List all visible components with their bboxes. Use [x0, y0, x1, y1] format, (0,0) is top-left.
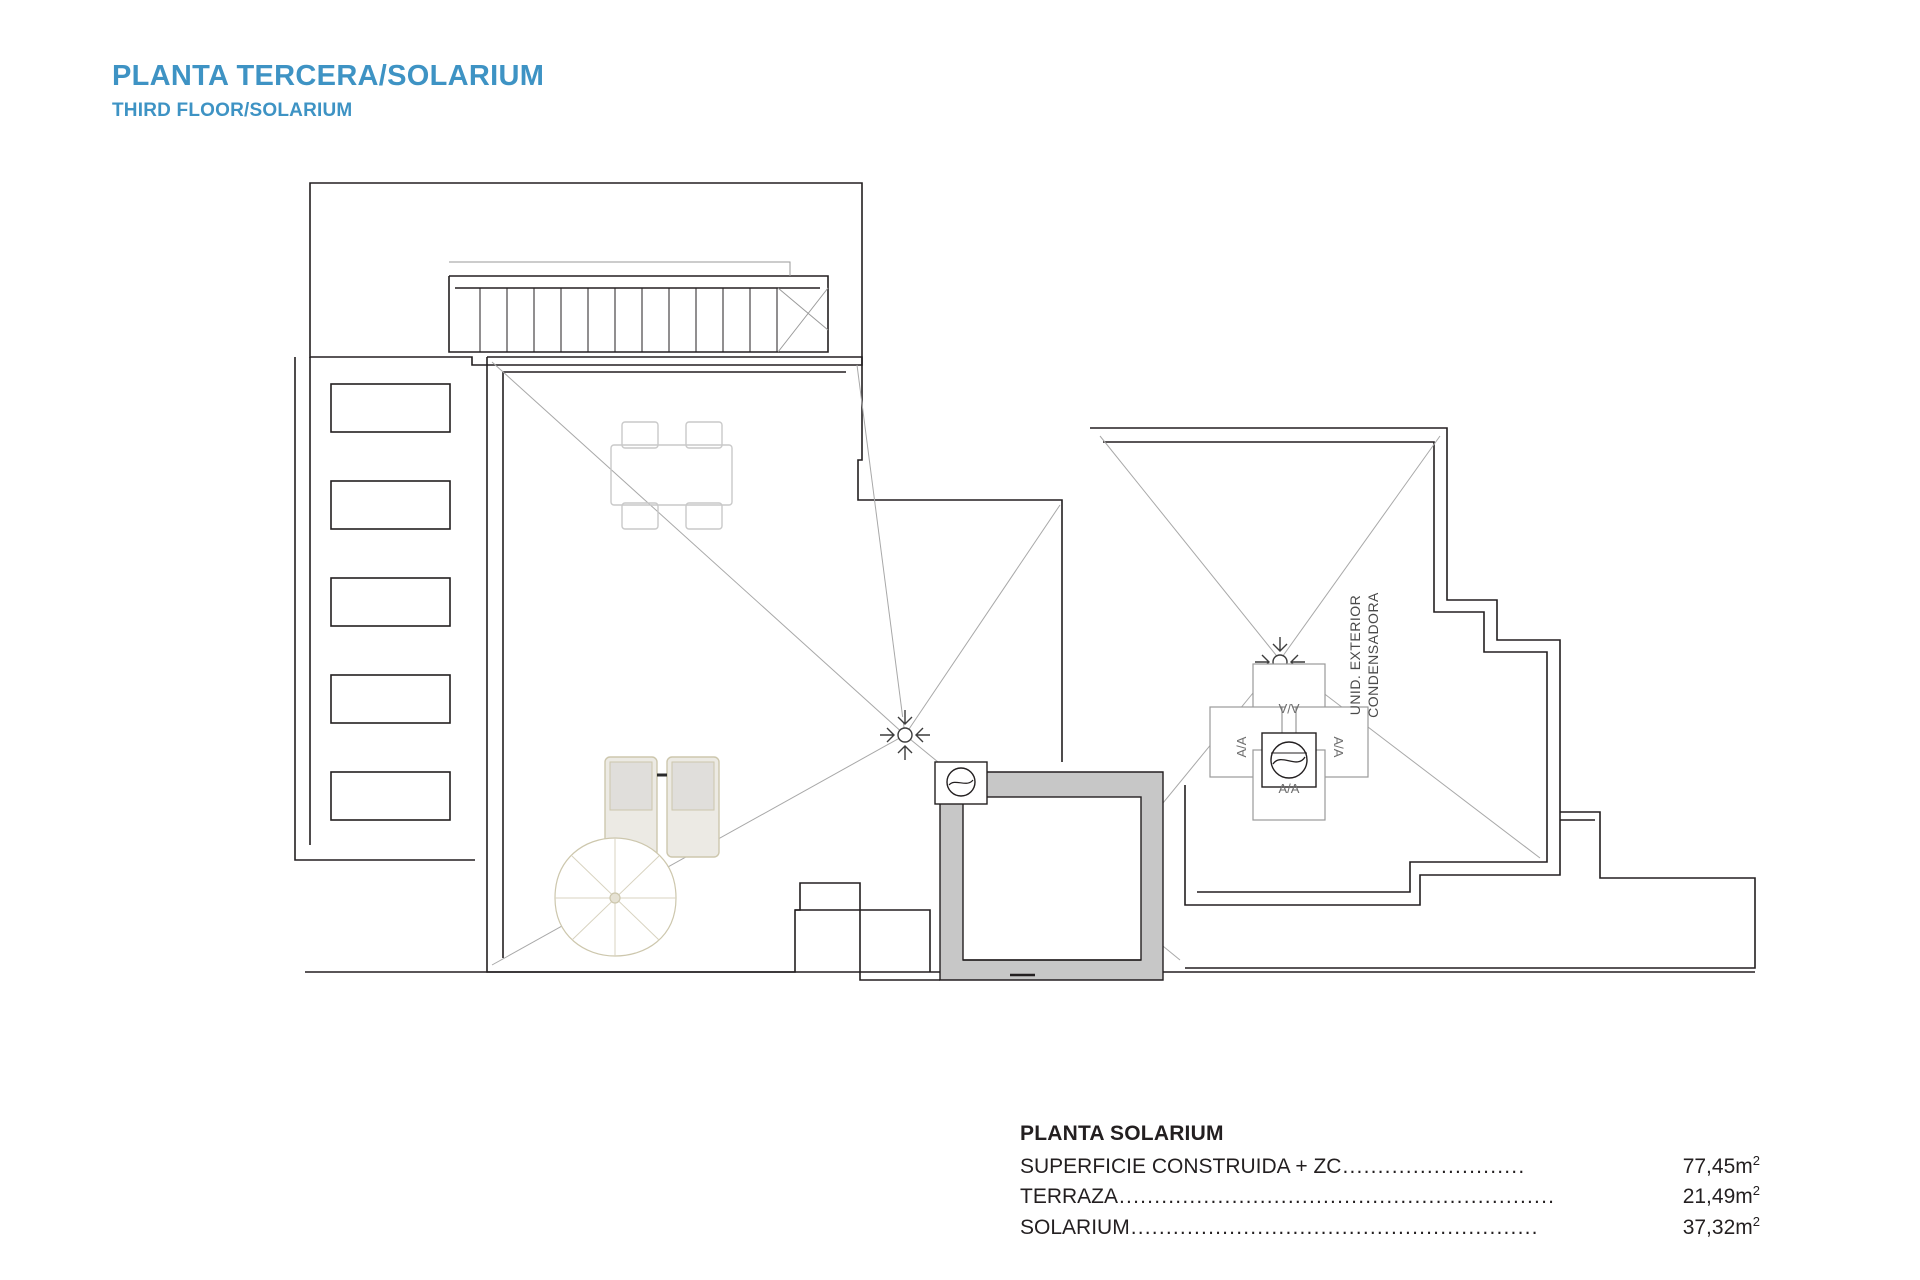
ac-unit-label-bottom: A/A — [1278, 781, 1300, 796]
area-row-terrace — [1020, 1182, 1760, 1212]
ac-unit-label-top: A/A — [1278, 701, 1300, 716]
outdoor-unit-label-line2: CONDENSADORA — [1365, 592, 1381, 718]
area-row-terrace-unit: 2 — [1752, 1183, 1760, 1199]
stairwell-box — [935, 762, 1163, 980]
area-schedule — [1020, 1122, 1760, 1243]
terrace-outline-upper — [487, 357, 1062, 762]
area-row-terrace-value — [1683, 1182, 1760, 1212]
upper-left-block — [310, 183, 862, 365]
left-panel-4 — [331, 675, 450, 723]
outdoor-unit-label-line1: UNID. EXTERIOR — [1347, 594, 1363, 716]
area-row-terrace-number: 21,49m — [1682, 1185, 1753, 1209]
left-panel-1 — [331, 384, 450, 432]
area-row-solarium-value — [1683, 1213, 1760, 1243]
page-title: PLANTA TERCERA/SOLARIUM — [112, 60, 545, 92]
left-panel-2 — [331, 481, 450, 529]
area-row-solarium — [1020, 1213, 1760, 1243]
right-lower-terrace — [1185, 812, 1755, 968]
ac-unit-label-left: A/A — [1234, 736, 1249, 758]
area-row-solarium-unit: 2 — [1752, 1213, 1760, 1229]
terrace-outline-lower — [487, 357, 940, 980]
stair-treads — [480, 288, 777, 352]
stair-cross — [778, 288, 828, 352]
area-row-built-unit: 2 — [1752, 1153, 1760, 1168]
stair-top-edge — [449, 262, 790, 276]
area-row-built — [1020, 1152, 1760, 1182]
dining-set — [611, 422, 732, 529]
area-row-built-label: SUPERFICIE CONSTRUIDA + ZC — [1020, 1155, 1342, 1178]
left-panel-5 — [331, 772, 450, 820]
area-row-solarium-dots: .......................................................... — [1130, 1215, 1539, 1239]
area-row-terrace-dots: .............................................................. — [1119, 1185, 1556, 1209]
area-row-built-value — [1683, 1152, 1760, 1182]
page-subtitle: THIRD FLOOR/SOLARIUM — [112, 100, 353, 122]
parasol — [555, 838, 676, 956]
area-row-built-number: 77,45m — [1682, 1155, 1753, 1178]
lower-terrace-step — [795, 910, 930, 972]
area-row-solarium-label: SOLARIUM — [1020, 1215, 1130, 1239]
area-schedule-title: PLANTA SOLARIUM — [1020, 1122, 1224, 1145]
area-row-terrace-label: TERRAZA — [1020, 1185, 1119, 1209]
left-panel-3 — [331, 578, 450, 626]
area-row-built-dots: .......................... — [1342, 1155, 1526, 1178]
roof-drain-left — [880, 710, 930, 760]
area-row-solarium-number: 37,32m — [1682, 1215, 1753, 1239]
ac-unit-label-right: A/A — [1331, 736, 1346, 758]
